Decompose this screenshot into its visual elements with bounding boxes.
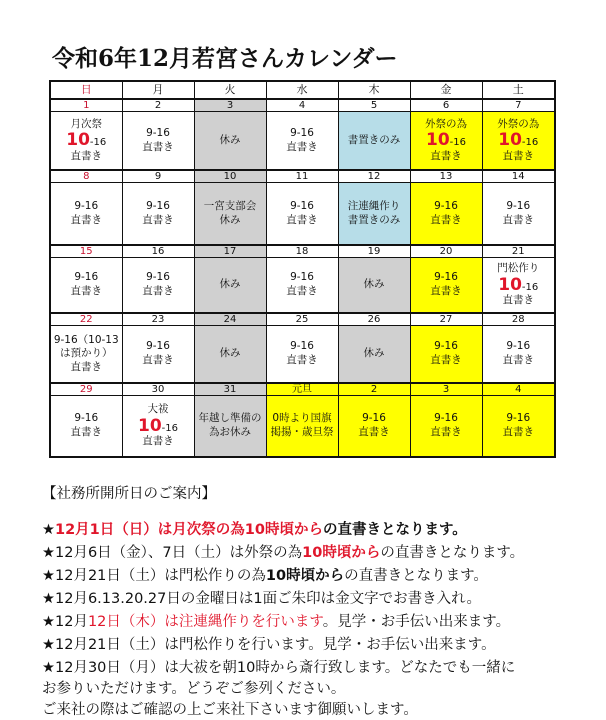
cell-text: 年越し準備の	[198, 412, 262, 425]
notice-line: ★12月6日（金）、7日（土）は外祭の為10時頃からの直書きとなります。	[42, 545, 525, 561]
schedule-cell	[266, 326, 338, 384]
cell-text: 直書き	[142, 213, 174, 226]
date-cell: 14	[482, 170, 555, 183]
date-cell: 5	[338, 99, 410, 112]
weekday-header-row	[50, 81, 555, 99]
date-cell: 19	[338, 245, 410, 258]
cell-text: 9-16	[146, 199, 170, 212]
calendar-table	[49, 80, 556, 458]
schedule-cell	[50, 112, 122, 171]
schedule-cell	[50, 326, 122, 384]
page-title: 令和6年12月若宮さんカレンダー	[52, 45, 398, 72]
cell-text: 外祭の為	[425, 117, 467, 130]
cell-text: 9-16	[146, 271, 170, 284]
date-cell: 30	[122, 383, 194, 396]
schedule-cell	[50, 183, 122, 246]
cell-text: 直書き	[502, 354, 534, 366]
cell-text: 9-16	[74, 412, 99, 425]
date-cell: 1	[50, 99, 122, 112]
date-cell: 3	[194, 99, 266, 112]
star-icon: ★	[42, 614, 55, 630]
schedule-row	[50, 112, 555, 171]
cell-text: 9-16	[146, 340, 170, 353]
cell-hours: 10-16	[498, 274, 539, 295]
star-icon: ★	[42, 545, 55, 561]
star-icon: ★	[42, 637, 55, 653]
cell-text: 9-16	[506, 199, 531, 212]
cell-text: 9-16	[362, 412, 386, 425]
cell-text: 休み	[219, 213, 241, 226]
cell-text: 直書き	[502, 213, 534, 226]
cell-text: 外祭の為	[497, 117, 540, 130]
date-cell: 23	[122, 313, 194, 326]
date-cell: 13	[410, 170, 482, 183]
schedule-cell	[50, 258, 122, 314]
schedule-cell	[482, 258, 555, 314]
date-cell: 21	[482, 245, 555, 258]
schedule-cell	[194, 183, 266, 246]
weekday-sunday: 日	[50, 81, 122, 99]
date-cell: 9	[122, 170, 194, 183]
date-cell: 17	[194, 245, 266, 258]
date-cell: 25	[266, 313, 338, 326]
date-cell: 29	[50, 383, 122, 396]
date-cell: 11	[266, 170, 338, 183]
star-icon: ★	[42, 591, 55, 607]
schedule-cell	[122, 112, 194, 171]
schedule-cell	[122, 258, 194, 314]
schedule-cell	[266, 396, 338, 458]
cell-text: 9-16	[434, 271, 458, 284]
schedule-cell	[338, 183, 410, 246]
date-cell: 元旦	[266, 383, 338, 396]
notice-line: ★12月30日（月）は大祓を朝10時から斎行致します。どなたでも一緒に	[42, 660, 516, 676]
cell-text: 9-16	[506, 340, 531, 353]
date-cell: 4	[482, 383, 555, 396]
date-cell: 20	[410, 245, 482, 258]
cell-text: 9-16	[290, 126, 314, 139]
date-cell: 24	[194, 313, 266, 326]
cell-text: 直書き	[430, 426, 462, 438]
schedule-cell	[410, 112, 482, 171]
schedule-cell	[410, 183, 482, 246]
schedule-cell	[194, 258, 266, 314]
cell-text: 直書き	[286, 140, 318, 153]
notice-line: ★12月21日（土）は門松作りの為10時頃からの直書きとなります。	[42, 568, 488, 584]
schedule-cell	[266, 183, 338, 246]
cell-hours: 10-16	[498, 130, 539, 151]
cell-text: 9-16	[434, 199, 458, 212]
star-icon: ★	[42, 522, 55, 538]
cell-text: 休み	[219, 347, 241, 360]
cell-hours: 10-16	[66, 130, 107, 151]
cell-text: 直書き	[286, 285, 318, 297]
cell-text: 直書き	[142, 285, 174, 297]
weekday-thursday: 木	[338, 81, 410, 99]
schedule-cell	[194, 326, 266, 384]
date-cell: 7	[482, 99, 555, 112]
schedule-cell	[482, 326, 555, 384]
cell-text: 直書き	[502, 426, 534, 438]
cell-hours: 10-16	[137, 415, 178, 436]
cell-text: 9-16	[434, 412, 458, 425]
date-cell: 10	[194, 170, 266, 183]
cell-text: 9-16	[290, 199, 314, 212]
schedule-cell	[122, 396, 194, 458]
cell-text: 掲揚・歳旦祭	[270, 426, 334, 438]
schedule-cell	[338, 258, 410, 314]
date-cell: 28	[482, 313, 555, 326]
cell-text: 休み	[363, 278, 385, 291]
schedule-row	[50, 183, 555, 246]
notice-line: ★12月12日（木）は注連縄作りを行います。見学・お手伝い出来ます。	[42, 614, 511, 630]
cell-text: は預かり）	[60, 347, 113, 360]
notice-line: ★12月6.13.20.27日の金曜日は1面ご朱印は金文字でお書き入れ。	[42, 591, 481, 607]
cell-text: 直書き	[286, 213, 318, 226]
star-icon: ★	[42, 568, 55, 584]
schedule-row	[50, 326, 555, 384]
date-cell: 18	[266, 245, 338, 258]
date-cell: 2	[338, 383, 410, 396]
cell-text: 9-16	[74, 199, 99, 212]
schedule-cell	[338, 326, 410, 384]
date-row	[50, 245, 555, 258]
date-cell: 12	[338, 170, 410, 183]
schedule-cell	[338, 396, 410, 458]
cell-text: 為お休み	[209, 426, 251, 438]
cell-text: 9-16	[146, 126, 170, 139]
date-cell: 26	[338, 313, 410, 326]
cell-text: 9-16	[290, 271, 314, 284]
schedule-cell	[122, 183, 194, 246]
date-cell: 6	[410, 99, 482, 112]
cell-text: 直書き	[70, 426, 102, 438]
date-cell: 15	[50, 245, 122, 258]
date-row	[50, 383, 555, 396]
date-cell: 2	[122, 99, 194, 112]
cell-text: 門松作り	[497, 262, 540, 275]
date-row	[50, 170, 555, 183]
date-cell: 8	[50, 170, 122, 183]
cell-text: 9-16（10-13	[53, 333, 119, 346]
cell-text: 書置きのみ	[347, 213, 401, 226]
weekday-monday: 月	[122, 81, 194, 99]
cell-text: 直書き	[142, 435, 174, 448]
cell-text: 休み	[363, 347, 385, 360]
cell-text: 直書き	[358, 426, 390, 438]
schedule-cell	[482, 396, 555, 458]
cell-text: 直書き	[430, 149, 462, 162]
schedule-cell	[122, 326, 194, 384]
date-cell: 16	[122, 245, 194, 258]
cell-text: 直書き	[286, 354, 318, 366]
date-row	[50, 313, 555, 326]
schedule-cell	[410, 326, 482, 384]
schedule-row	[50, 258, 555, 314]
notice-line: ご来社の際はご確認の上ご来社下さいます御願いします。	[42, 702, 418, 718]
cell-text: 直書き	[430, 354, 462, 366]
cell-text: 9-16	[74, 271, 99, 284]
weekday-wednesday: 水	[266, 81, 338, 99]
schedule-cell	[50, 396, 122, 458]
cell-text: 直書き	[502, 149, 534, 162]
schedule-cell	[482, 183, 555, 246]
date-cell: 31	[194, 383, 266, 396]
cell-text: 9-16	[506, 412, 531, 425]
cell-text: 注連縄作り	[347, 199, 401, 212]
cell-text: 9-16	[434, 340, 458, 353]
cell-text: 直書き	[430, 285, 462, 297]
cell-text: 一宮支部会	[203, 199, 257, 212]
schedule-cell	[410, 258, 482, 314]
schedule-cell	[338, 112, 410, 171]
notice-line: お参りいただけます。どうぞご参列ください。	[42, 681, 346, 697]
weekday-saturday: 土	[482, 81, 555, 99]
cell-text: 直書き	[70, 360, 102, 373]
schedule-row	[50, 396, 555, 458]
schedule-cell	[410, 396, 482, 458]
weekday-tuesday: 火	[194, 81, 266, 99]
cell-text: 直書き	[70, 285, 102, 297]
cell-text: 大祓	[147, 403, 169, 416]
cell-text: 直書き	[430, 213, 462, 226]
cell-text: 書置きのみ	[347, 133, 401, 146]
cell-hours: 10-16	[425, 130, 466, 151]
cell-text: 直書き	[142, 354, 174, 366]
cell-text: 休み	[219, 278, 241, 291]
cell-text: 直書き	[142, 140, 174, 153]
notice-heading: 【社務所開所日のご案内】	[42, 486, 216, 502]
cell-text: 0時より国旗	[272, 412, 332, 425]
cell-text: 休み	[219, 133, 241, 146]
cell-text: 直書き	[502, 294, 534, 307]
schedule-cell	[194, 396, 266, 458]
schedule-cell	[266, 258, 338, 314]
date-cell: 22	[50, 313, 122, 326]
star-icon: ★	[42, 660, 55, 676]
schedule-cell	[194, 112, 266, 171]
date-cell: 4	[266, 99, 338, 112]
schedule-cell	[482, 112, 555, 171]
date-cell: 27	[410, 313, 482, 326]
date-cell: 3	[410, 383, 482, 396]
cell-text: 9-16	[290, 340, 314, 353]
date-row	[50, 99, 555, 112]
schedule-cell	[266, 112, 338, 171]
weekday-friday: 金	[410, 81, 482, 99]
notice-line: ★12月21日（土）は門松作りを行います。見学・お手伝い出来ます。	[42, 637, 496, 653]
cell-text: 直書き	[70, 213, 102, 226]
cell-text: 月次祭	[70, 117, 102, 130]
notice-line: ★12月1日（日）は月次祭の為10時頃からの直書きとなります。	[42, 522, 467, 538]
cell-text: 直書き	[70, 149, 102, 162]
